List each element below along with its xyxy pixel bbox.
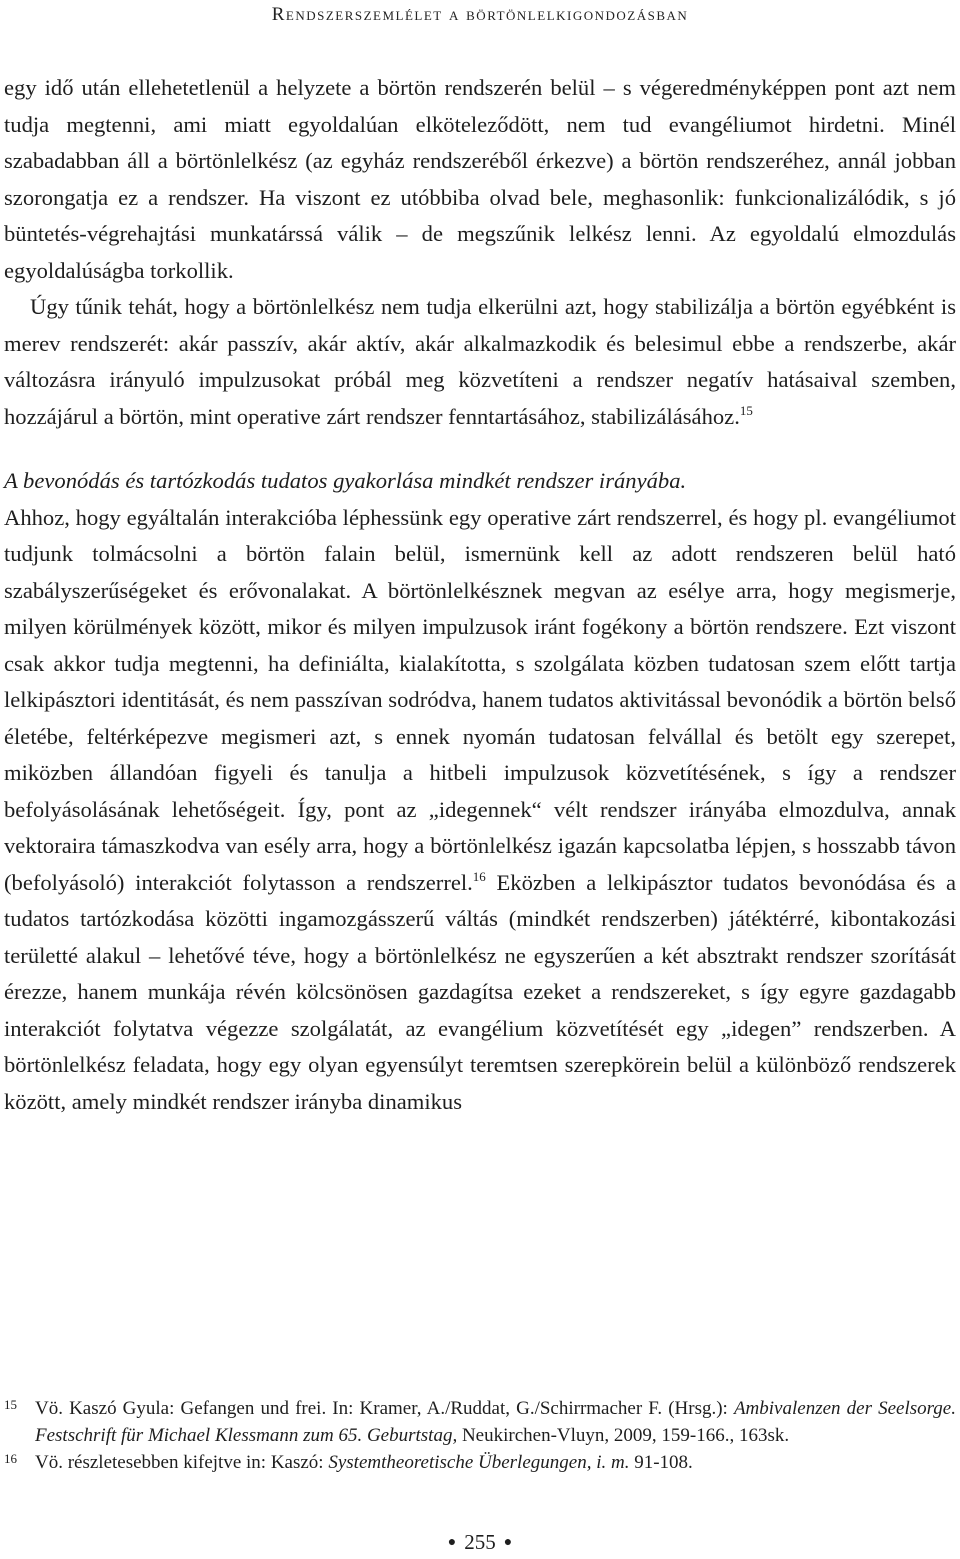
footnote-title: Systemtheoretische Überlegungen, i. m.: [328, 1452, 630, 1473]
main-text: [4, 70, 956, 1120]
footnote-number: 15: [4, 1397, 17, 1412]
footnote-number: 16: [4, 1451, 17, 1466]
paragraph-text: Eközben a lelkipásztor tudatos bevonódása és a tudatos tartózkodása közötti ingamozgásszerű váltás (mindkét rendszerben) játéktérré, kibontakozási területté alakul – lehetővé téve, hogy a börtönlelkész ne egyszerűen a két absztrakt rendszer szorítását érezze, hanem munkája révén kölcsönösen gazdagítsa ezeket a rendszereket, s így egyre gazdagabb interakciót folytatva végezze szolgálatát, az evangélium közvetítését egy „idegen” rendszerben. A börtönlelkész feladata, hogy egy olyan egyensúlyt teremtsen szerepkörein belül a különböző rendszerek között, amely mindkét rendszer irányba dinamikus: [4, 869, 956, 1114]
footnote-text: 91-108.: [629, 1452, 693, 1473]
paragraph: egy idő után ellehetetlenül a helyzete a börtön rendszerén belül – s végeredményképpen pont azt nem tudja megtenni, ami miatt egyoldalúan elköteleződött, nem tud evangéliumot hirdetni. Minél szabadabban áll a börtönlelkész (az egyház rendszeréből érkezve) a börtön rendszeréhez, annál jobban szorongatja ez a rendszer. Ha viszont ez utóbbiba olvad bele, meghasonlik: funkcionalizálódik, s jó büntetés-végrehajtási munkatárssá válik – de megszűnik lelkész lenni. Az egyoldalú elmozdulás egyoldalúságba torkollik.: [4, 75, 956, 283]
footnote-text: Vö. részletesebben kifejtve in: Kaszó:: [35, 1452, 329, 1473]
page-number-text: 255: [464, 1530, 496, 1554]
footnote-ref-16[interactable]: 16: [472, 868, 486, 884]
section-heading: A bevonódás és tartózkodás tudatos gyakorlása mindkét rendszer irányába.: [4, 468, 687, 493]
footnote-16: [4, 1449, 956, 1476]
paragraph-text: Ahhoz, hogy egyáltalán interakcióba léphessünk egy operative zárt rendszerrel, és hogy pl. evangéliumot tudjunk tolmácsolni a börtön falain belül, ismernünk kell az adott rendszeren belül ható szabályszerűségeket és erővonalakat. A börtönlelkésznek megvan az esélye arra, hogy megismerje, milyen körülmények között, mikor és milyen impulzusok iránt fogékony a börtön rendszere. Ezt viszont csak akkor tudja megtenni, ha definiálta, kialakította, s szolgálata közben tudatosan szem előtt tartja lelkipásztori identitását, és nem passzívan sodródva, hanem tudatos aktivitással bevonódik a börtön belső életébe, feltérképezve megismeri azt, s ennek nyomán tudatosan felvállal és betölt egy szerepet, miközben állandóan figyeli és tanulja a hitbeli impulzusok közvetítésének, s így a rendszer befolyásolásának lehetőségeit. Így, pont az „idegennek“ vélt rendszer irányába elmozdulva, annak vektoraira támaszkodva van esély arra, hogy a börtönlelkész igazán kapcsolatba lépjen, s hosszabb távon (befolyásoló) interakciót folytasson a rendszerrel.: [4, 504, 956, 895]
footnotes: [4, 1395, 956, 1476]
bullet-icon: ●: [503, 1535, 513, 1550]
bullet-icon: ●: [447, 1535, 457, 1550]
footnote-ref-15[interactable]: 15: [739, 402, 753, 418]
footnote-title: Ambivalenzen der Seelsorge. Festschrift für Michael Klessmann zum 65. Geburtstag,: [35, 1398, 956, 1446]
paragraph-text: Úgy tűnik tehát, hogy a börtönlelkész nem tudja elkerülni azt, hogy stabilizálja a börtön egyébként is merev rendszerét: akár passzív, akár aktív, akár alkalmazkodik és belesimul ebbe a rendszerbe, akár változásra irányuló impulzusokat próbál meg közvetíteni a rendszer negatív hatásaival szemben, hozzájárul a börtön, mint operative zárt rendszer fenntartásához, stabilizálásához.: [4, 294, 956, 429]
footnote-text: Vö. Kaszó Gyula: Gefangen und frei. In: Kramer, A./Ruddat, G./Schirrmacher F. (Hrsg.):: [35, 1398, 734, 1419]
footnote-15: [4, 1395, 956, 1449]
page-number: [0, 1530, 960, 1555]
running-head: Rendszerszemlélet a börtönlelkigondozásban: [271, 4, 689, 25]
paragraph-with-note: [4, 289, 956, 435]
paragraph-with-note: [4, 500, 956, 1121]
footnote-text: Neukirchen-Vluyn, 2009, 159-166., 163sk.: [457, 1425, 790, 1446]
